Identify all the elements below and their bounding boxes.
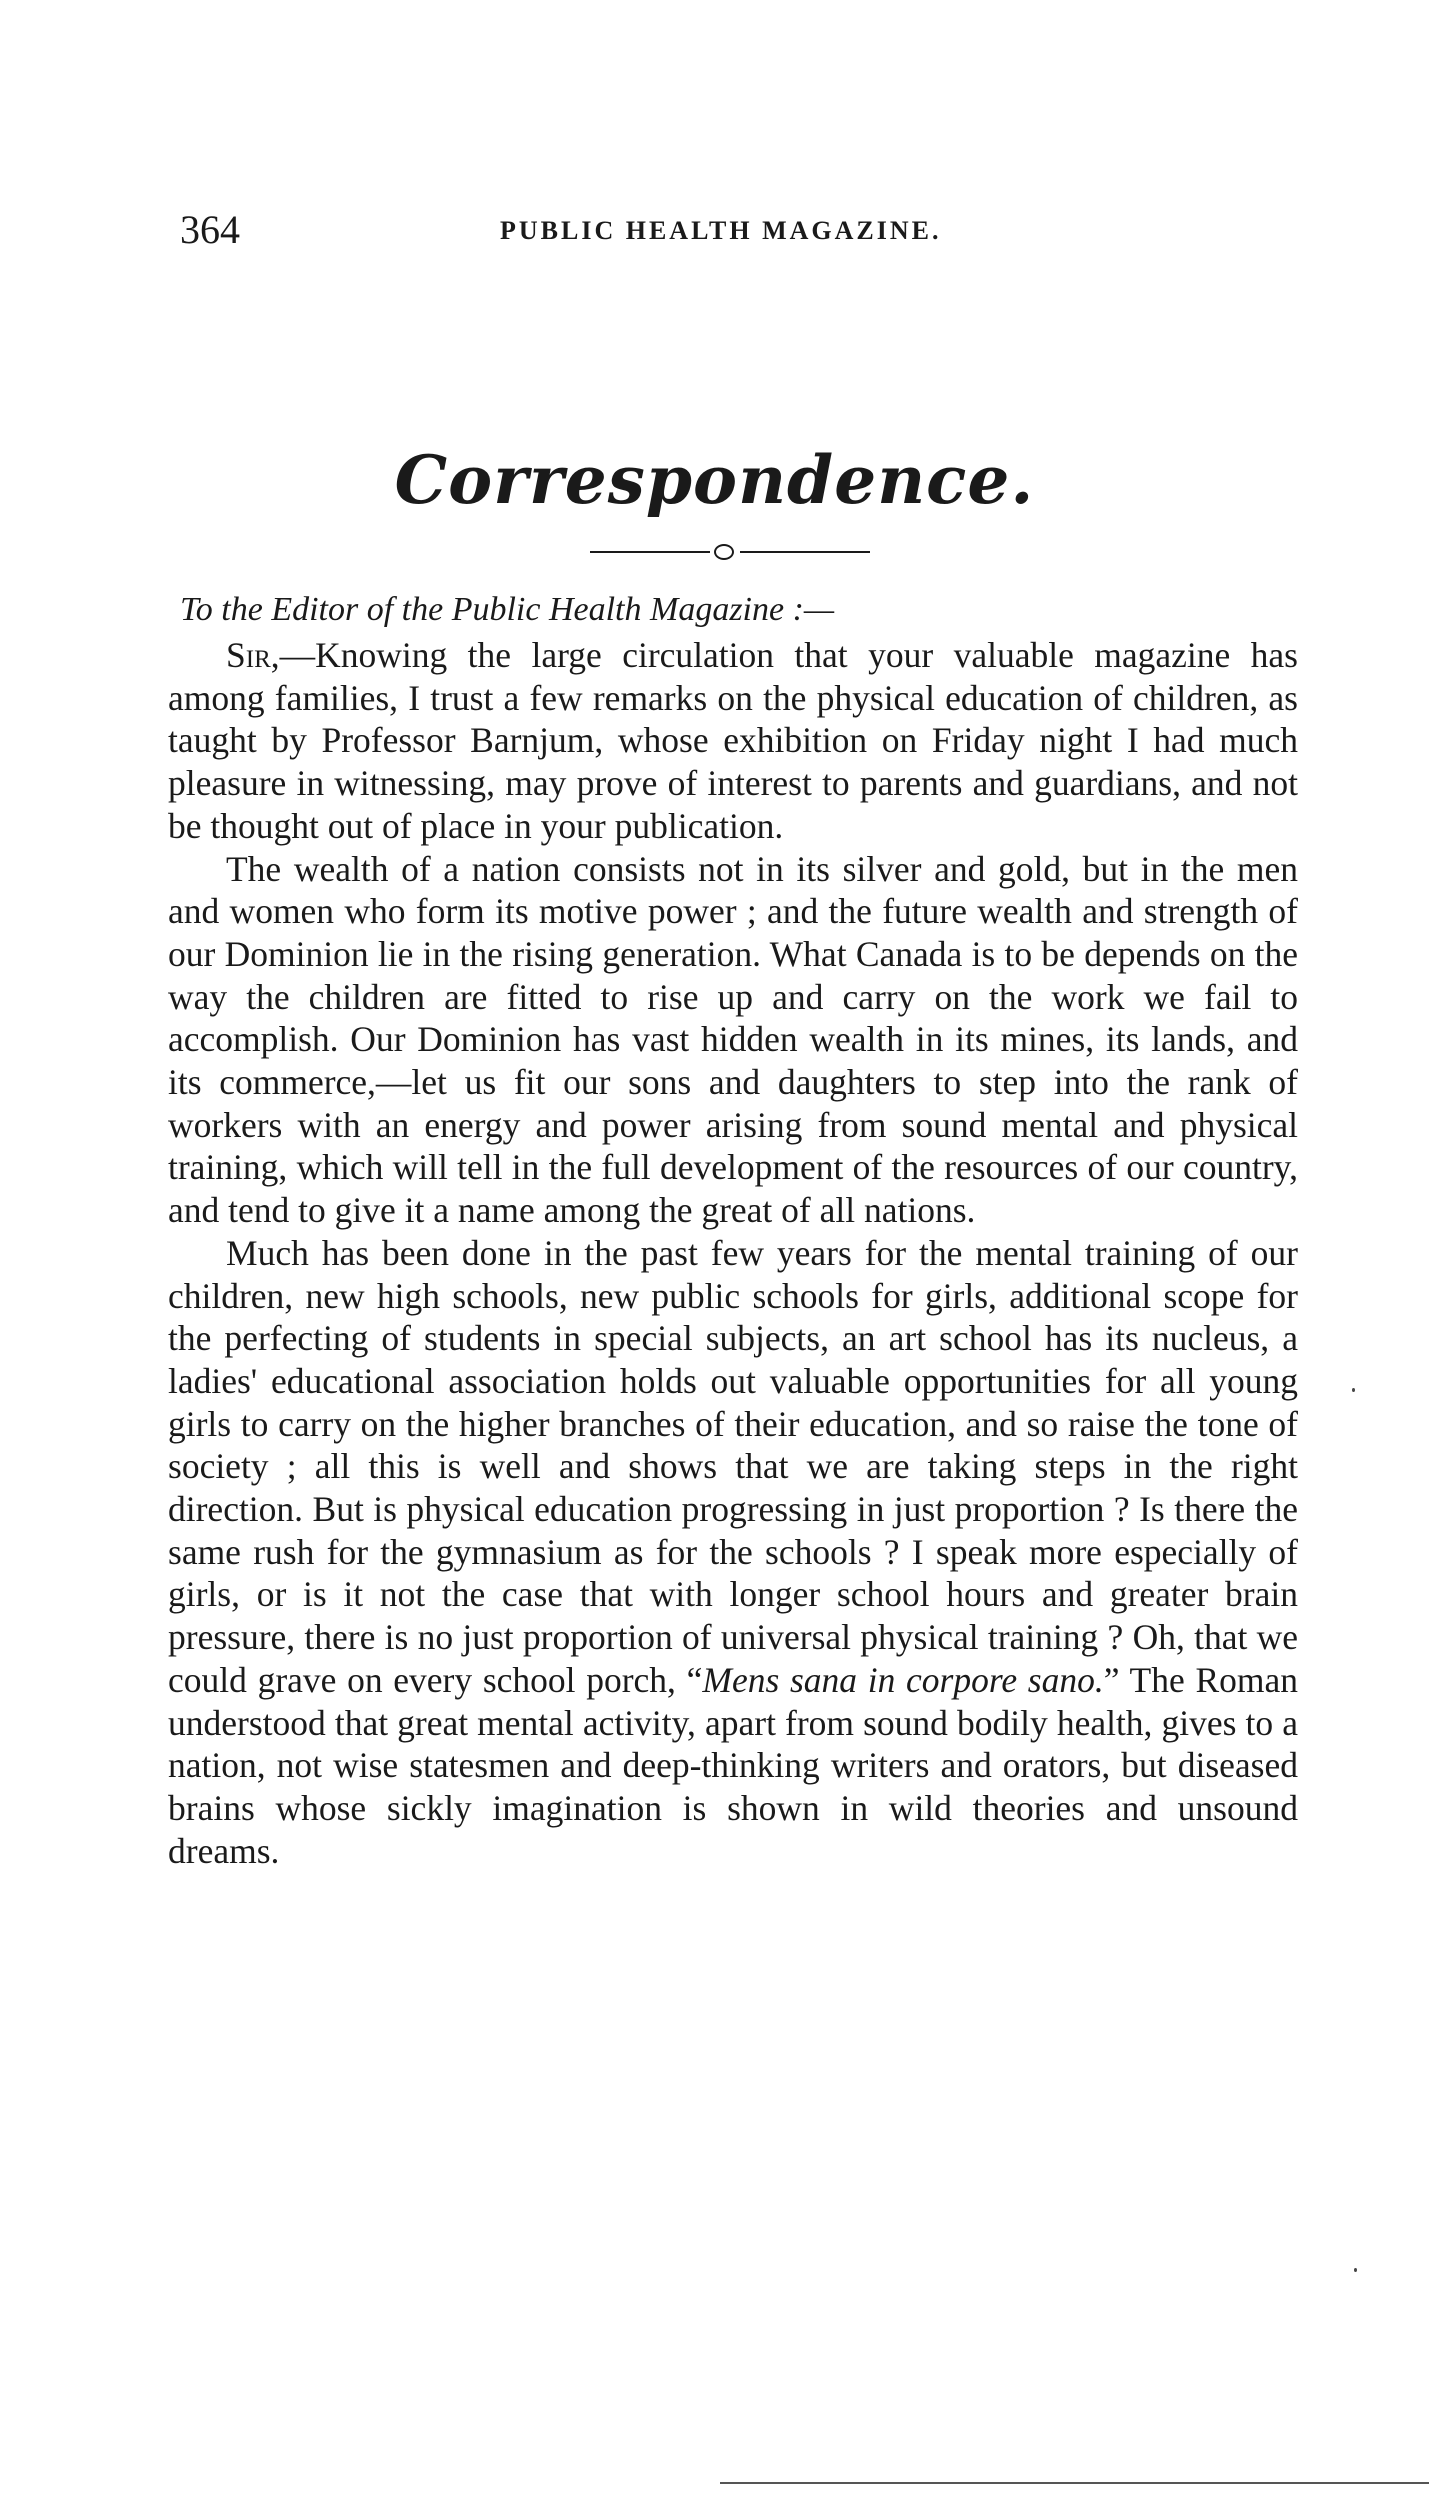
running-head bbox=[180, 205, 1225, 255]
paragraph-3 bbox=[168, 1232, 1298, 1873]
paragraph-2: The wealth of a nation consists not in its silver and gold, but in the men and women who form its motive power ; and the future wealth and strength of our Dominion lie in the rising generation. What Canada is to be depends on the way the children are fitted to rise up and carry on the work we fail to accomplish. Our Dominion has vast hidden wealth in its mines, its lands, and its commerce,—let us fit our sons and daughters to step into the rank of workers with an energy and power arising from sound mental and physical training, which will tell in the full development of the resources of our country, and tend to give it a name among the great of all nations. bbox=[168, 848, 1298, 1231]
bottom-edge-rule bbox=[720, 2482, 1429, 2484]
section-title: Correspondence. bbox=[394, 441, 1035, 519]
paragraph-1 bbox=[168, 634, 1298, 848]
ornament-rule-right bbox=[740, 551, 870, 553]
ornament-rule-left bbox=[590, 551, 710, 553]
title-ornament-rule bbox=[590, 540, 870, 564]
latin-quote: Mens sana in corpore sano. bbox=[702, 1659, 1104, 1700]
letter-body bbox=[168, 634, 1298, 1872]
ornament-circle-icon bbox=[714, 544, 734, 560]
paragraph-3-text-after: ” The Roman understood that great mental activity, apart from sound bodily health, gives to a nation, not wise statesmen and deep-thinking writers and orators, but diseased brains whose sickly imagination is shown in wild theories and unsound dreams. bbox=[168, 1659, 1298, 1871]
paragraph-1-lead: Sir, bbox=[226, 635, 280, 675]
page-number: 364 bbox=[180, 207, 240, 252]
paragraph-3-text-before: Much has been done in the past few years for the mental training of our children, new high schools, new public schools for girls, additional scope for the perfecting of students in special subjects, an art school has its nucleus, a ladies' educational association holds out valuable opportunities for all young girls to carry on the higher branches of their education, and so raise the tone of society ; all this is well and shows that we are taking steps in the right direction. But is physical education progressing in just proportion ? Is there the same rush for the gymnasium as for the schools ? I speak more especially of girls, or is it not the case that with longer school hours and greater brain pressure, there is no just proportion of universal physical training ? Oh, that we could grave on every school porch, “ bbox=[168, 1232, 1298, 1700]
journal-title: PUBLIC HEALTH MAGAZINE. bbox=[500, 216, 942, 245]
scan-speck bbox=[1354, 2268, 1357, 2272]
letter-salutation: To the Editor of the Public Health Magazine :— bbox=[180, 591, 835, 628]
paragraph-1-text: —Knowing the large circulation that your valuable magazine has among families, I trust a few remarks on the physical education of children, as taught by Professor Barnjum, whose exhibition on Friday night I had much pleasure in witnessing, may prove of interest to parents and guardians, and not be thought out of place in your publication. bbox=[168, 635, 1298, 846]
scan-speck bbox=[1352, 1388, 1355, 1392]
